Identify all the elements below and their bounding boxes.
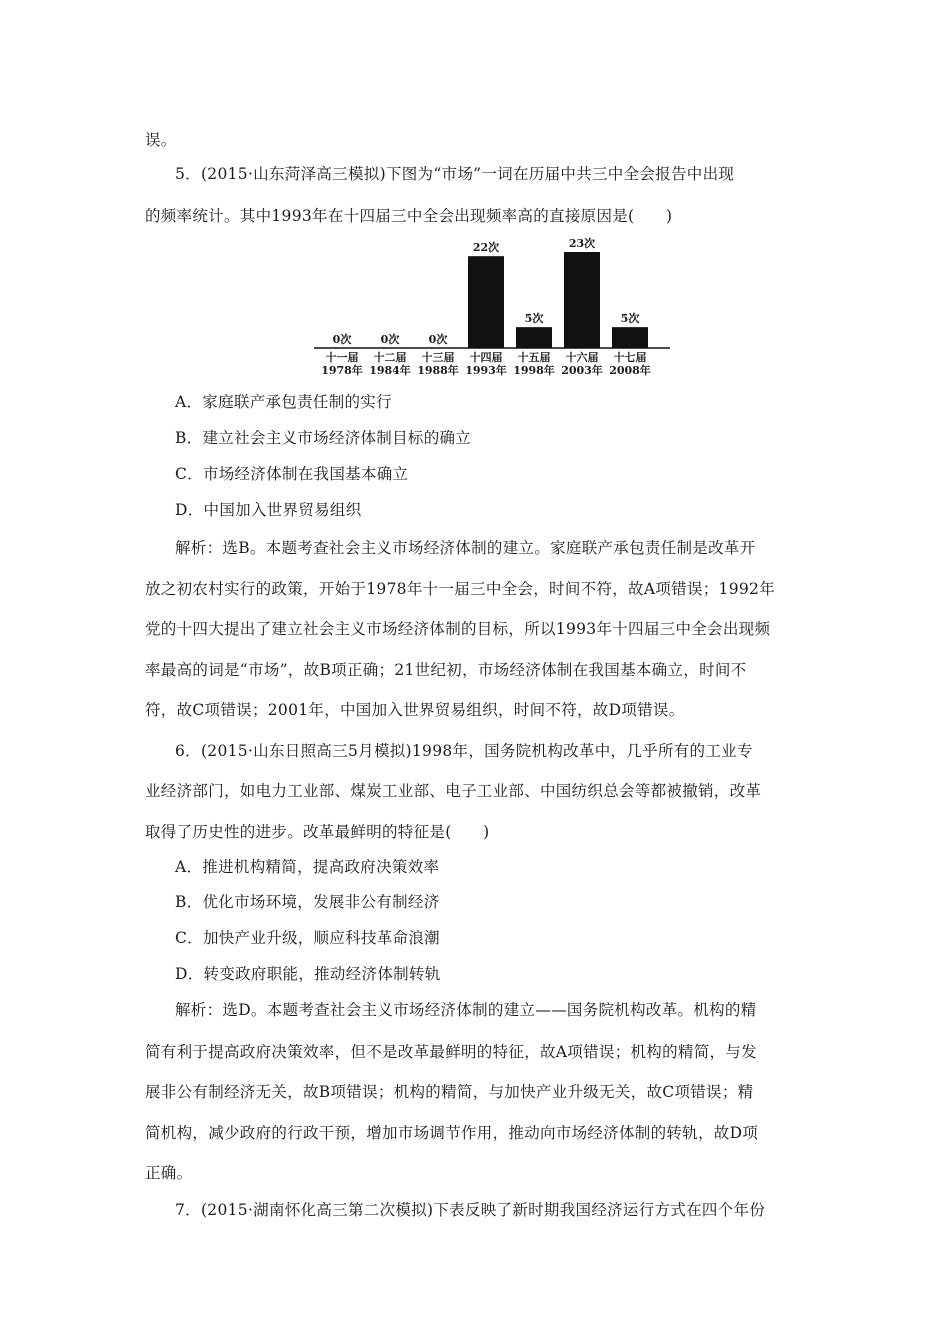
q6-option-a: A．推进机构精简，提高政府决策效率 <box>175 858 440 876</box>
q5-analysis-line-1: 解析：选B。本题考查社会主义市场经济体制的建立。家庭联产承包责任制是改革开 <box>175 539 756 557</box>
prev-answer-tail: 误。 <box>145 131 177 149</box>
x-tick-label <box>366 351 414 377</box>
x-tick-label <box>462 351 510 377</box>
q5-analysis-line-5: 符，故C项错误；2001年，中国加入世界贸易组织，时间不符，故D项错误。 <box>145 701 685 719</box>
x-tick-label <box>558 351 606 377</box>
q5-analysis-line-2: 放之初农村实行的政策，开始于1978年十一届三中全会，时间不符，故A项错误；1992年 <box>145 580 775 598</box>
q5-analysis-line-3: 党的十四大提出了建立社会主义市场经济体制的目标，所以1993年十四届三中全会出现频 <box>145 620 771 638</box>
bar-value-label: 5次 <box>524 312 544 326</box>
frequency-bar-chart <box>310 230 680 380</box>
tick-session: 十五届 <box>517 351 551 364</box>
tick-session: 十一届 <box>325 351 359 364</box>
tick-session: 十六届 <box>565 351 599 364</box>
q6-stem-line-2: 业经济部门，如电力工业部、煤炭工业部、电子工业部、中国纺织总会等都被撤销，改革 <box>145 782 762 800</box>
q5-stem-line-2: 的频率统计。其中1993年在十四届三中全会出现频率高的直接原因是( ) <box>145 207 673 225</box>
x-tick-label <box>606 351 654 377</box>
tick-session: 十七届 <box>613 351 647 364</box>
bar-5 <box>564 252 600 348</box>
q6-analysis-line-2: 简有利于提高政府决策效率，但不是改革最鲜明的特征，故A项错误；机构的精简，与发 <box>145 1043 757 1061</box>
tick-session: 十二届 <box>373 351 407 364</box>
tick-session: 十三届 <box>421 351 455 364</box>
bar-value-label: 0次 <box>380 333 400 346</box>
tick-year: 1984年 <box>369 364 411 377</box>
q5-stem-line-1: 5．(2015·山东菏泽高三模拟)下图为“市场”一词在历届中共三中全会报告中出现 <box>175 165 735 183</box>
q6-analysis-line-4: 简机构，减少政府的行政干预，增加市场调节作用，推动向市场经济体制的转轨，故D项 <box>145 1124 759 1142</box>
q6-option-b: B．优化市场环境，发展非公有制经济 <box>175 893 440 911</box>
bar-4 <box>516 327 552 348</box>
tick-year: 1993年 <box>465 364 507 377</box>
q6-analysis-line-1: 解析：选D。本题考查社会主义市场经济体制的建立——国务院机构改革。机构的精 <box>175 1001 757 1019</box>
bar-value-label: 0次 <box>332 333 352 346</box>
bar-value-label: 0次 <box>428 333 448 346</box>
tick-year: 2003年 <box>561 364 603 377</box>
q5-option-d: D．中国加入世界贸易组织 <box>175 501 362 519</box>
bar-3 <box>468 256 504 348</box>
bar-value-label: 22次 <box>472 241 500 255</box>
bar-6 <box>612 327 648 348</box>
q6-analysis-line-3: 展非公有制经济无关，故B项错误；机构的精简，与加快产业升级无关，故C项错误；精 <box>145 1083 754 1101</box>
q6-stem-line-3: 取得了历史性的进步。改革最鲜明的特征是( ) <box>145 823 490 841</box>
bar-value-label: 23次 <box>568 237 596 250</box>
tick-year: 1998年 <box>513 364 555 377</box>
tick-year: 1978年 <box>321 364 363 377</box>
x-tick-label <box>318 351 366 377</box>
q7-stem-line-1: 7．(2015·湖南怀化高三第二次模拟)下表反映了新时期我国经济运行方式在四个年份 <box>175 1201 766 1219</box>
q5-option-c: C．市场经济体制在我国基本确立 <box>175 465 409 483</box>
tick-year: 2008年 <box>609 364 651 377</box>
tick-session: 十四届 <box>469 351 503 364</box>
tick-year: 1988年 <box>417 364 459 377</box>
q6-stem-line-1: 6．(2015·山东日照高三5月模拟)1998年，国务院机构改革中，几乎所有的工业专 <box>175 742 753 760</box>
bar-value-label: 5次 <box>620 312 640 326</box>
x-tick-label <box>414 351 462 377</box>
q5-option-a: A．家庭联产承包责任制的实行 <box>175 393 392 411</box>
q6-option-c: C．加快产业升级，顺应科技革命浪潮 <box>175 929 440 947</box>
q5-analysis-line-4: 率最高的词是“市场”，故B项正确；21世纪初，市场经济体制在我国基本确立，时间不 <box>145 661 747 679</box>
x-tick-label <box>510 351 558 377</box>
q6-analysis-line-5: 正确。 <box>145 1164 193 1182</box>
q5-option-b: B．建立社会主义市场经济体制目标的确立 <box>175 429 472 447</box>
q6-option-d: D．转变政府职能，推动经济体制转轨 <box>175 965 441 983</box>
